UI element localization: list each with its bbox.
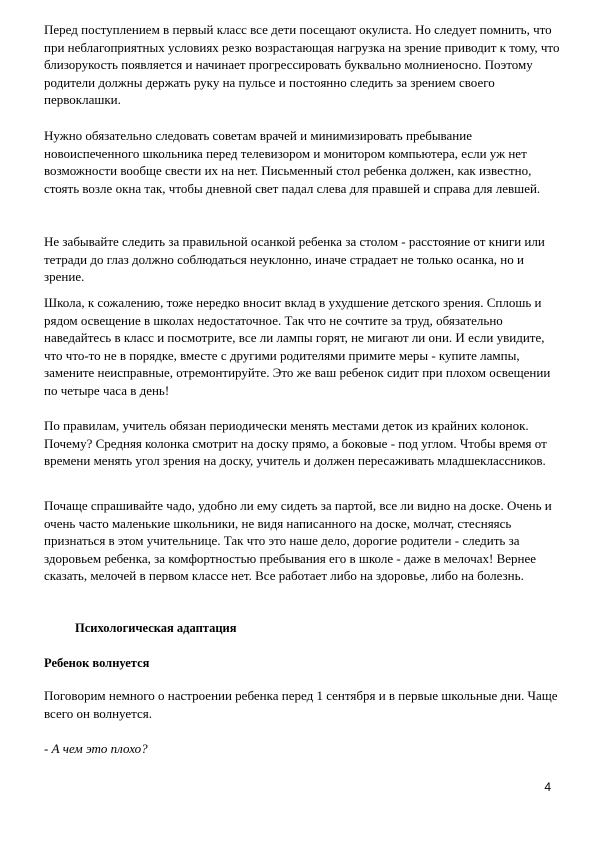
paragraph-eye-doctor: Перед поступлением в первый класс все дети посещают окулиста. Но следует помнить, что при неблагоприятных условиях резко возрастающая нагрузка на зрение приводит к тому, что близорукость появляется и начинает прогрессировать буквально молниеносно. Поэтому родители должны держать руку на пульсе и постоянно следить за зрением своего первоклашки. xyxy=(44,22,560,108)
paragraph-posture: Не забывайте следить за правильной осанкой ребенка за столом - расстояние от книги или тетради до глаз должно соблюдаться неуклонно, иначе страдает не только осанка, но и зрение. xyxy=(44,234,545,285)
italic-question: - А чем это плохо? xyxy=(44,741,148,756)
page-number: 4 xyxy=(544,780,551,794)
paragraph-tv-computer: Нужно обязательно следовать советам врачей и минимизировать пребывание новоиспеченного школьника перед телевизором и монитором компьютера, если уж нет возможности вообще свести их на нет. Письменный стол ребенка должен, как известно, стоять возле окна так, чтобы дневной свет падал слева для правшей и справа для левшей. xyxy=(44,128,541,196)
paragraph-ask-child: Почаще спрашивайте чадо, удобно ли ему сидеть за партой, все ли видно на доске. Очень и очень часто маленькие школьники, не видя написанного на доске, молчат, стесняясь признаться в этом учительнице. Так что это наше дело, дорогие родители - следить за здоровьем ребенка, за комфортностью пребывания его в школе - даже в мелочах! Вернее сказать, мелочей в первом классе нет. Все работает либо на здоровье, либо на болезнь. xyxy=(44,498,552,584)
paragraph-school-lighting: Школа, к сожалению, тоже нередко вносит вклад в ухудшение детского зрения. Сплошь и рядом освещение в школах недостаточное. Так что не сочтите за труд, обязательно наведайтесь в класс и посмотрите, все ли лампы горят, не мигают ли они. И если увидите, что что-то не в порядке, вместе с другими родителями примите меры - купите лампы, замените неисправные, отремонтируйте. Это же ваш ребенок сидит при плохом освещении по четыре часа в день! xyxy=(44,295,551,398)
paragraph-seating-rules: По правилам, учитель обязан периодически менять местами деток из крайних колонок. Почему? Средняя колонка смотрит на доску прямо, а боковые - под углом. Чтобы время от времени менять угол зрения на доску, учитель и должен пересаживать младшеклассников. xyxy=(44,418,547,469)
section-heading: Психологическая адаптация xyxy=(75,621,237,635)
paragraph-mood: Поговорим немного о настроении ребенка перед 1 сентября и в первые школьные дни. Чаще всего он волнуется. xyxy=(44,688,558,721)
subheading: Ребенок волнуется xyxy=(44,656,150,670)
